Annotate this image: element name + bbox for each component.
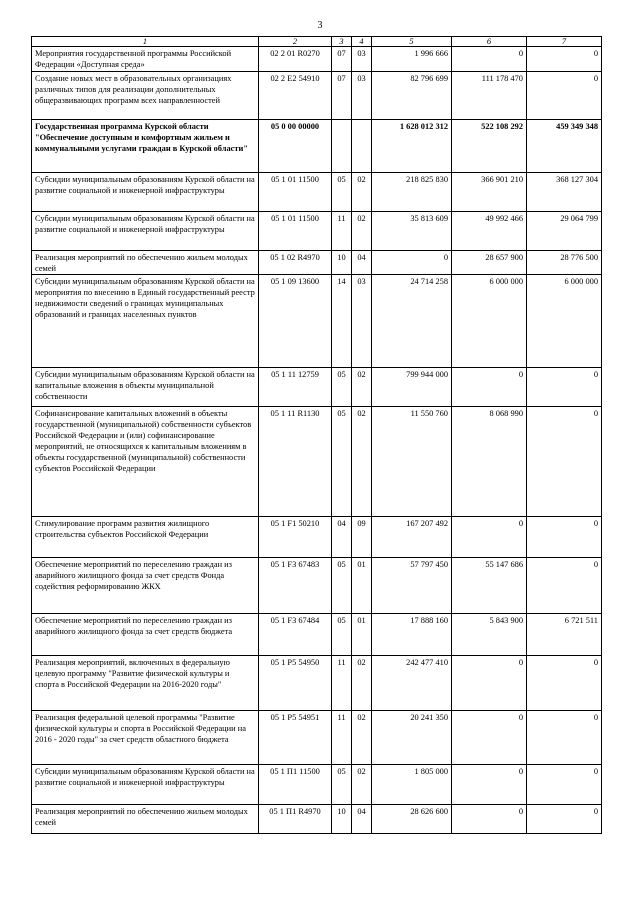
cell-c3: 05 bbox=[332, 173, 352, 212]
cell-v6: 522 108 292 bbox=[452, 120, 527, 173]
cell-code: 05 1 F3 67484 bbox=[259, 614, 332, 656]
cell-c3: 05 bbox=[332, 558, 352, 614]
cell-v6: 0 bbox=[452, 656, 527, 711]
budget-table bbox=[31, 36, 602, 834]
cell-name: Субсидии муниципальным образованиям Курской области на капитальные вложения в объекты муниципальной собственности bbox=[32, 368, 259, 407]
table-row bbox=[32, 251, 602, 275]
cell-c3: 10 bbox=[332, 805, 352, 834]
cell-v6: 6 000 000 bbox=[452, 275, 527, 368]
cell-code: 05 1 П1 11500 bbox=[259, 765, 332, 805]
cell-v6: 0 bbox=[452, 805, 527, 834]
cell-c4: 09 bbox=[352, 517, 372, 558]
table-row bbox=[32, 173, 602, 212]
table-row bbox=[32, 275, 602, 368]
cell-code: 02 2 E2 54910 bbox=[259, 72, 332, 120]
cell-v6: 55 147 686 bbox=[452, 558, 527, 614]
cell-v7: 368 127 304 bbox=[527, 173, 602, 212]
cell-c3: 11 bbox=[332, 711, 352, 765]
cell-v7: 0 bbox=[527, 517, 602, 558]
cell-name: Создание новых мест в образовательных организациях различных типов для реализации дополнительных общеразвивающих программ всех направленностей bbox=[32, 72, 259, 120]
cell-v6: 111 178 470 bbox=[452, 72, 527, 120]
cell-v7: 0 bbox=[527, 765, 602, 805]
header-row bbox=[32, 37, 602, 47]
cell-v7: 0 bbox=[527, 558, 602, 614]
cell-v7: 0 bbox=[527, 368, 602, 407]
cell-v7: 0 bbox=[527, 711, 602, 765]
cell-code: 05 1 11 12759 bbox=[259, 368, 332, 407]
cell-code: 05 0 00 00000 bbox=[259, 120, 332, 173]
cell-name: Реализация мероприятий по обеспечению жильем молодых семей bbox=[32, 251, 259, 275]
cell-v7: 0 bbox=[527, 656, 602, 711]
cell-v5: 20 241 350 bbox=[372, 711, 452, 765]
table-row bbox=[32, 765, 602, 805]
cell-v5: 242 477 410 bbox=[372, 656, 452, 711]
cell-name: Реализация федеральной целевой программы "Развитие физической культуры и спорта в Российской Федерации на 2016 - 2020 годы" за счет средств областного бюджета bbox=[32, 711, 259, 765]
header-cell: 2 bbox=[259, 37, 332, 47]
cell-name: Субсидии муниципальным образованиям Курской области на развитие социальной и инженерной инфраструктуры bbox=[32, 212, 259, 251]
cell-c3: 11 bbox=[332, 212, 352, 251]
cell-v5: 35 813 609 bbox=[372, 212, 452, 251]
cell-code: 05 1 01 11500 bbox=[259, 173, 332, 212]
header-cell: 3 bbox=[332, 37, 352, 47]
cell-c4: 01 bbox=[352, 558, 372, 614]
cell-c4: 02 bbox=[352, 212, 372, 251]
cell-v5: 167 207 492 bbox=[372, 517, 452, 558]
cell-v7: 6 721 511 bbox=[527, 614, 602, 656]
table-row bbox=[32, 517, 602, 558]
table-row bbox=[32, 212, 602, 251]
table-row bbox=[32, 72, 602, 120]
cell-c3: 14 bbox=[332, 275, 352, 368]
cell-code: 05 1 П1 R4970 bbox=[259, 805, 332, 834]
table-row bbox=[32, 558, 602, 614]
cell-c4: 04 bbox=[352, 251, 372, 275]
cell-v6: 28 657 900 bbox=[452, 251, 527, 275]
cell-code: 05 1 F3 67483 bbox=[259, 558, 332, 614]
cell-c4: 01 bbox=[352, 614, 372, 656]
table-row bbox=[32, 614, 602, 656]
cell-c3: 07 bbox=[332, 47, 352, 72]
header-cell: 7 bbox=[527, 37, 602, 47]
cell-v6: 0 bbox=[452, 368, 527, 407]
cell-c4: 02 bbox=[352, 765, 372, 805]
cell-v7: 0 bbox=[527, 47, 602, 72]
cell-v5: 1 996 666 bbox=[372, 47, 452, 72]
cell-v5: 11 550 760 bbox=[372, 407, 452, 517]
cell-name: Обеспечение мероприятий по переселению граждан из аварийного жилищного фонда за счет средств Фонда содействия реформированию ЖКХ bbox=[32, 558, 259, 614]
cell-c3: 05 bbox=[332, 765, 352, 805]
cell-code: 05 1 11 R1130 bbox=[259, 407, 332, 517]
cell-c4: 02 bbox=[352, 407, 372, 517]
cell-name: Обеспечение мероприятий по переселению граждан из аварийного жилищного фонда за счет средств бюджета bbox=[32, 614, 259, 656]
cell-c4: 02 bbox=[352, 711, 372, 765]
cell-name: Реализация мероприятий, включенных в федеральную целевую программу "Развитие физической культуры и спорта в Российской Федерации на 2016-2020 годы" bbox=[32, 656, 259, 711]
cell-v7: 29 064 799 bbox=[527, 212, 602, 251]
cell-c4: 04 bbox=[352, 805, 372, 834]
cell-v5: 799 944 000 bbox=[372, 368, 452, 407]
cell-code: 05 1 02 R4970 bbox=[259, 251, 332, 275]
table-row bbox=[32, 120, 602, 173]
cell-name: Мероприятия государственной программы Российской Федерации «Доступная среда» bbox=[32, 47, 259, 72]
cell-c4: 03 bbox=[352, 47, 372, 72]
cell-v5: 218 825 830 bbox=[372, 173, 452, 212]
cell-v6: 49 992 466 bbox=[452, 212, 527, 251]
cell-c3: 10 bbox=[332, 251, 352, 275]
cell-code: 02 2 01 R0270 bbox=[259, 47, 332, 72]
table-row bbox=[32, 47, 602, 72]
cell-v6: 0 bbox=[452, 517, 527, 558]
cell-v6: 0 bbox=[452, 765, 527, 805]
cell-v5: 1 628 012 312 bbox=[372, 120, 452, 173]
header-cell: 4 bbox=[352, 37, 372, 47]
cell-v5: 17 888 160 bbox=[372, 614, 452, 656]
header-cell: 5 bbox=[372, 37, 452, 47]
cell-c4: 03 bbox=[352, 275, 372, 368]
cell-c3: 05 bbox=[332, 407, 352, 517]
cell-name: Субсидии муниципальным образованиям Курской области на мероприятия по внесению в Единый государственный реестр недвижимости сведений о границах муниципальных образований и границах населенных пунктов bbox=[32, 275, 259, 368]
table-row bbox=[32, 805, 602, 834]
cell-c3: 05 bbox=[332, 614, 352, 656]
cell-code: 05 1 P5 54950 bbox=[259, 656, 332, 711]
table-row bbox=[32, 656, 602, 711]
page-number: 3 bbox=[317, 20, 323, 31]
table-row bbox=[32, 407, 602, 517]
cell-c4: 02 bbox=[352, 656, 372, 711]
cell-v7: 28 776 500 bbox=[527, 251, 602, 275]
cell-name: Субсидии муниципальным образованиям Курской области на развитие социальной и инженерной инфраструктуры bbox=[32, 765, 259, 805]
cell-c4: 02 bbox=[352, 173, 372, 212]
cell-name: Софинансирование капитальных вложений в объекты государственной (муниципальной) собственности субъектов Российской Федерации и (или) софинансирование мероприятий, не относящихся к капитальным вложениям в объекты государственной (муниципальной) собственности субъектов Российской Федерации bbox=[32, 407, 259, 517]
cell-v5: 28 626 600 bbox=[372, 805, 452, 834]
cell-v7: 0 bbox=[527, 407, 602, 517]
cell-code: 05 1 09 13600 bbox=[259, 275, 332, 368]
cell-c4 bbox=[352, 120, 372, 173]
header-cell: 6 bbox=[452, 37, 527, 47]
cell-c3: 04 bbox=[332, 517, 352, 558]
cell-v5: 24 714 258 bbox=[372, 275, 452, 368]
cell-v5: 0 bbox=[372, 251, 452, 275]
cell-name: Реализация мероприятий по обеспечению жильем молодых семей bbox=[32, 805, 259, 834]
header-cell: 1 bbox=[32, 37, 259, 47]
cell-c3: 07 bbox=[332, 72, 352, 120]
cell-v7: 459 349 348 bbox=[527, 120, 602, 173]
table-row bbox=[32, 711, 602, 765]
cell-v6: 366 901 210 bbox=[452, 173, 527, 212]
cell-v6: 8 068 990 bbox=[452, 407, 527, 517]
cell-v6: 0 bbox=[452, 47, 527, 72]
cell-code: 05 1 P5 54951 bbox=[259, 711, 332, 765]
cell-c3 bbox=[332, 120, 352, 173]
cell-code: 05 1 01 11500 bbox=[259, 212, 332, 251]
cell-v7: 0 bbox=[527, 72, 602, 120]
cell-code: 05 1 F1 50210 bbox=[259, 517, 332, 558]
cell-c3: 11 bbox=[332, 656, 352, 711]
cell-v5: 82 796 699 bbox=[372, 72, 452, 120]
cell-v6: 0 bbox=[452, 711, 527, 765]
cell-c4: 02 bbox=[352, 368, 372, 407]
cell-v7: 6 000 000 bbox=[527, 275, 602, 368]
cell-name: Государственная программа Курской области "Обеспечение доступным и комфортным жильем и коммунальными услугами граждан в Курской области" bbox=[32, 120, 259, 173]
cell-name: Стимулирование программ развития жилищного строительства субъектов Российской Федерации bbox=[32, 517, 259, 558]
cell-c3: 05 bbox=[332, 368, 352, 407]
cell-v7: 0 bbox=[527, 805, 602, 834]
cell-v5: 1 805 000 bbox=[372, 765, 452, 805]
cell-c4: 03 bbox=[352, 72, 372, 120]
cell-name: Субсидии муниципальным образованиям Курской области на развитие социальной и инженерной инфраструктуры bbox=[32, 173, 259, 212]
cell-v5: 57 797 450 bbox=[372, 558, 452, 614]
cell-v6: 5 843 900 bbox=[452, 614, 527, 656]
table-row bbox=[32, 368, 602, 407]
